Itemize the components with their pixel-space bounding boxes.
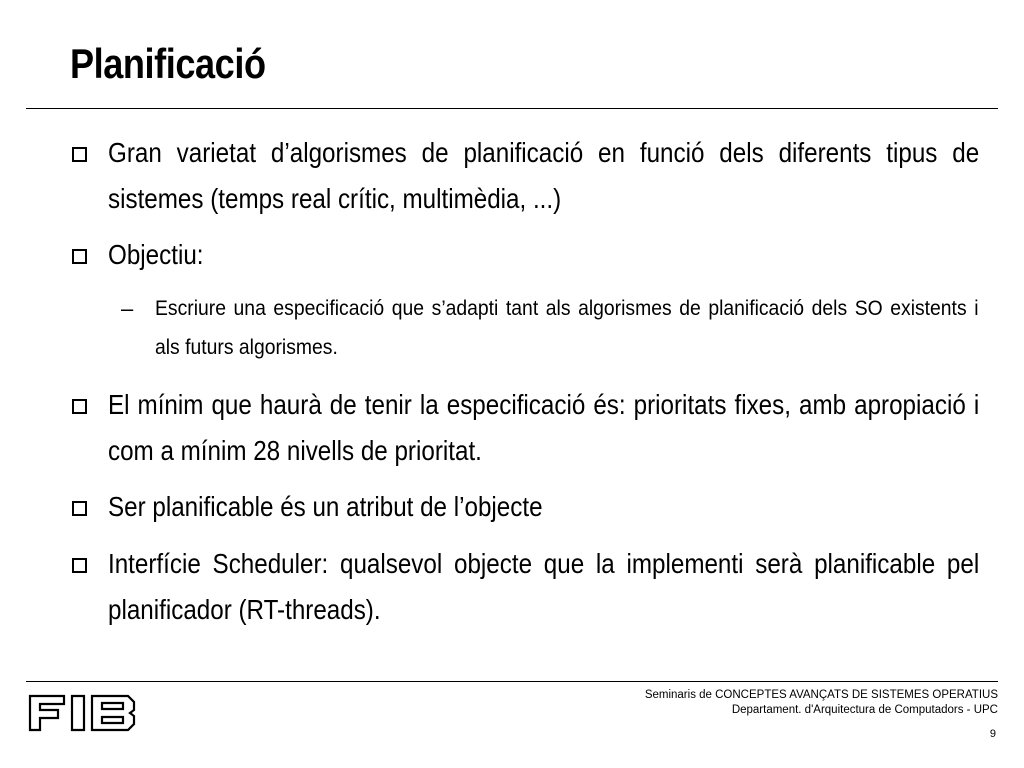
bullet-item xyxy=(108,484,1024,530)
square-bullet-icon xyxy=(72,399,87,414)
square-bullet-icon xyxy=(72,558,87,573)
bullet-item xyxy=(108,541,1024,633)
bullet-text: Gran varietat d’algorismes de planificació en funció dels diferents tipus de sistemes (temps real crític, multimèdia, ...) xyxy=(108,137,980,214)
bullet-text: El mínim que haurà de tenir la especificació és: prioritats fixes, amb apropiació i com a mínim 28 nivells de prioritat. xyxy=(108,389,980,466)
page-number: 9 xyxy=(989,728,996,740)
square-bullet-icon xyxy=(72,501,87,516)
sub-bullet-text: Escriure una especificació que s’adapti tant als algorismes de planificació dels SO existents i als futurs algorismes. xyxy=(155,296,979,359)
footer-divider xyxy=(26,681,998,682)
bullet-text: Ser planificable és un atribut de l’objecte xyxy=(108,491,543,522)
bullet-text: Interfície Scheduler: qualsevol objecte que la implementi serà planificable pel planificador (RT-threads). xyxy=(108,548,980,625)
bullet-item xyxy=(108,382,1024,474)
fib-logo-icon xyxy=(26,688,138,736)
footer-seminar-line: Seminaris de CONCEPTES AVANÇATS DE SISTEMES OPERATIUS xyxy=(644,689,998,701)
bullet-item xyxy=(108,232,1024,278)
footer-credits xyxy=(645,688,998,718)
square-bullet-icon xyxy=(72,249,87,264)
square-bullet-icon xyxy=(72,147,87,162)
sub-bullet-item xyxy=(155,289,1024,367)
bullet-text: Objectiu: xyxy=(108,239,204,270)
bullet-item xyxy=(108,130,1024,222)
slide-title: Planificació xyxy=(70,40,266,87)
dash-bullet: – xyxy=(121,296,134,321)
footer-department-line: Departament. d'Arquitectura de Computadors - UPC xyxy=(731,704,998,716)
